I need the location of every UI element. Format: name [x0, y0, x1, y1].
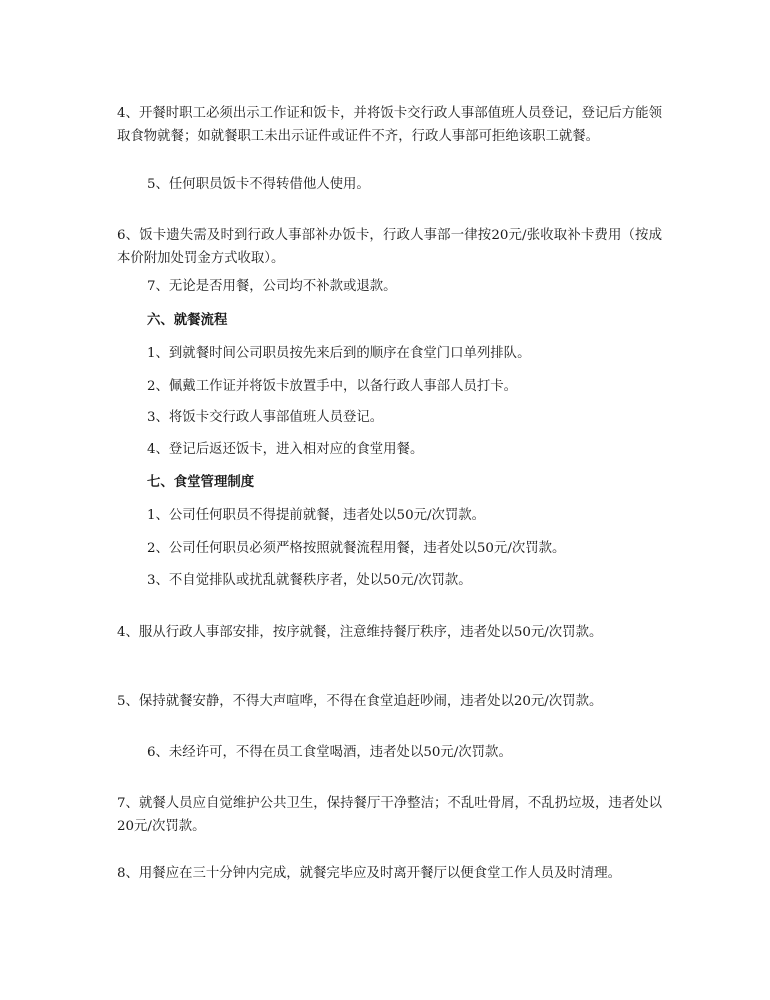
- canteen-rule-5: 5、保持就餐安静，不得大声喧哗，不得在食堂追赶吵闹，违者处以20元/次罚款。: [117, 694, 603, 709]
- canteen-rule-2: 2、公司任何职员必须严格按照就餐流程用餐，违者处以50元/次罚款。: [147, 541, 566, 556]
- canteen-rule-8: 8、用餐应在三十分钟内完成，就餐完毕应及时离开餐厅以便食堂工作人员及时清理。: [117, 866, 621, 881]
- process-step-4: 4、登记后返还饭卡，进入相对应的食堂用餐。: [147, 442, 424, 457]
- canteen-rule-1: 1、公司任何职员不得提前就餐，违者处以50元/次罚款。: [147, 508, 486, 523]
- section-heading-canteen-rules: 七、食堂管理制度: [147, 474, 255, 490]
- process-step-2: 2、佩戴工作证并将饭卡放置手中，以备行政人事部人员打卡。: [147, 379, 518, 394]
- rule-paragraph-no-refund: 7、无论是否用餐，公司均不补款或退款。: [147, 279, 397, 294]
- canteen-rule-7: 7、就餐人员应自觉维护公共卫生，保持餐厅干净整洁；不乱吐骨屑，不乱扔垃圾，违者处以20元/次罚款。: [117, 796, 662, 834]
- canteen-rule-3: 3、不自觉排队或扰乱就餐秩序者，处以50元/次罚款。: [147, 573, 472, 588]
- rule-paragraph-lost-card: 6、饭卡遗失需及时到行政人事部补办饭卡，行政人事部一律按20元/张收取补卡费用（按成本价附加处罚金方式收取）。: [117, 228, 662, 266]
- canteen-rule-4: 4、服从行政人事部安排，按序就餐，注意维持餐厅秩序，违者处以50元/次罚款。: [117, 625, 603, 640]
- canteen-rule-6: 6、未经许可，不得在员工食堂喝酒，违者处以50元/次罚款。: [147, 745, 512, 760]
- process-step-1: 1、到就餐时间公司职员按先来后到的顺序在食堂门口单列排队。: [147, 346, 531, 361]
- rule-paragraph-meal-id-check: 4、开餐时职工必须出示工作证和饭卡，并将饭卡交行政人事部值班人员登记，登记后方能领取食物就餐；如就餐职工未出示证件或证件不齐，行政人事部可拒绝该职工就餐。: [117, 106, 662, 144]
- rule-paragraph-no-lending-card: 5、任何职员饭卡不得转借他人使用。: [147, 177, 370, 192]
- section-heading-meal-process: 六、就餐流程: [147, 312, 228, 328]
- process-step-3: 3、将饭卡交行政人事部值班人员登记。: [147, 410, 384, 425]
